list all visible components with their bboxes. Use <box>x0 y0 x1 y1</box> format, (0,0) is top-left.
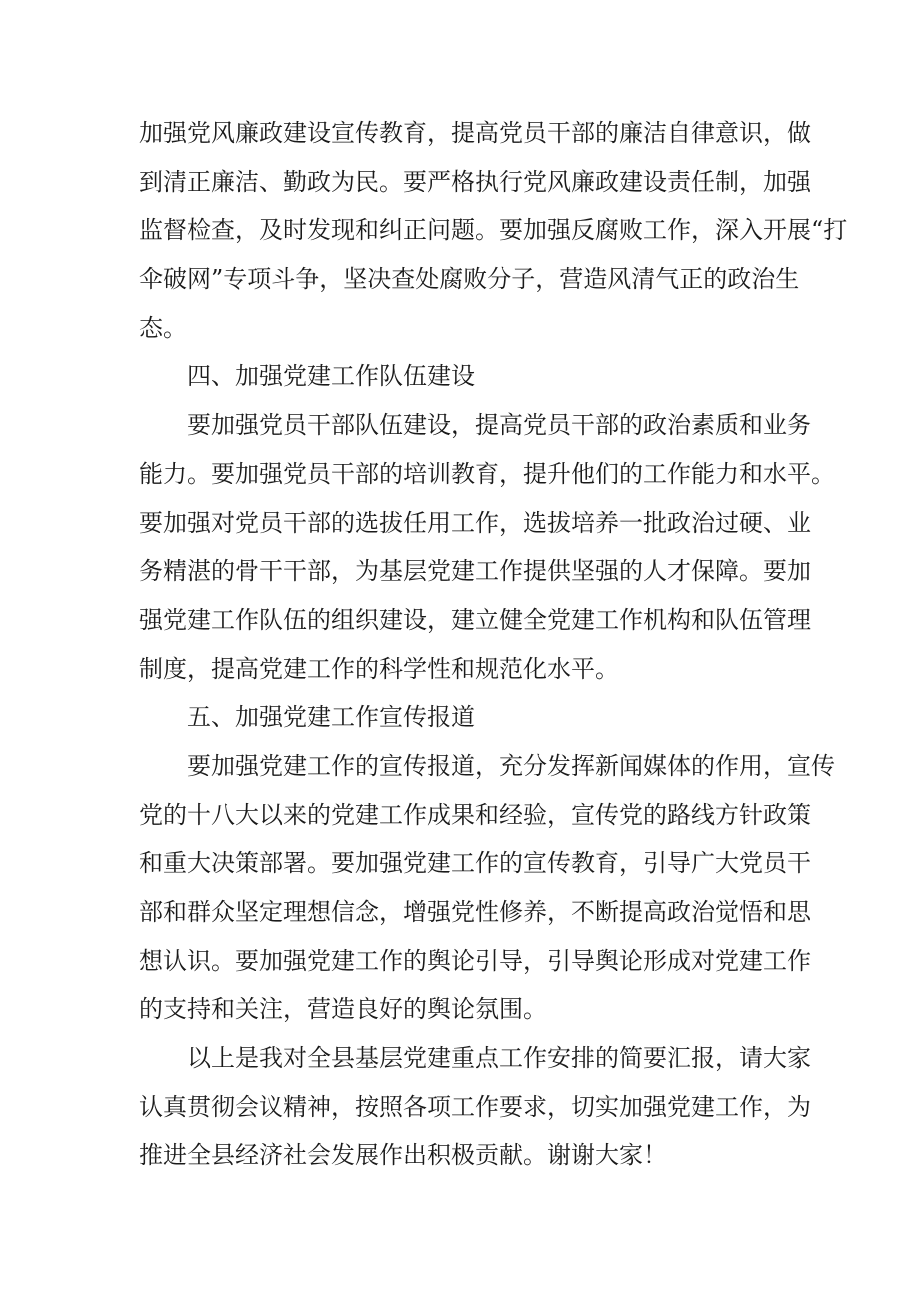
paragraph-2-line-4: 务精湛的骨干干部，为基层党建工作提供坚强的人才保障。要加 <box>139 557 811 586</box>
paragraph-3-line-1: 要加强党建工作的宣传报道，充分发挥新闻媒体的作用，宣传 <box>187 751 835 780</box>
section-heading-5: 五、加强党建工作宣传报道 <box>187 703 475 732</box>
paragraph-1-line-4: 伞破网”专项斗争，坚决查处腐败分子，营造风清气正的政治生 <box>139 265 800 294</box>
paragraph-3-line-3: 和重大决策部署。要加强党建工作的宣传教育，引导广大党员干 <box>139 849 811 878</box>
paragraph-1-line-5: 态。 <box>139 313 187 342</box>
paragraph-1-line-3: 监督检查，及时发现和纠正问题。要加强反腐败工作，深入开展“打 <box>139 216 848 245</box>
paragraph-3-line-5: 想认识。要加强党建工作的舆论引导，引导舆论形成对党建工作 <box>139 946 811 975</box>
paragraph-2-line-2: 能力。要加强党员干部的培训教育，提升他们的工作能力和水平。 <box>139 459 835 488</box>
paragraph-3-line-4: 部和群众坚定理想信念，增强党性修养，不断提高政治觉悟和思 <box>139 898 811 926</box>
paragraph-2-line-6: 制度，提高党建工作的科学性和规范化水平。 <box>139 654 619 683</box>
paragraph-1-line-2: 到清正廉洁、勤政为民。要严格执行党风廉政建设责任制，加强 <box>139 167 811 196</box>
document-body <box>139 109 848 1180</box>
paragraph-2-line-3: 要加强对党员干部的选拔任用工作，选拔培养一批政治过硬、业 <box>139 508 811 537</box>
section-heading-4: 四、加强党建工作队伍建设 <box>187 362 475 391</box>
paragraph-2-line-1: 要加强党员干部队伍建设，提高党员干部的政治素质和业务 <box>187 411 811 440</box>
paragraph-1-line-1: 加强党风廉政建设宣传教育，提高党员干部的廉洁自律意识，做 <box>139 119 811 147</box>
paragraph-3-line-6: 的支持和关注，营造良好的舆论氛围。 <box>139 995 547 1024</box>
closing-paragraph-line-3: 推进全县经济社会发展作出积极贡献。谢谢大家！ <box>139 1141 667 1170</box>
closing-paragraph-line-2: 认真贯彻会议精神，按照各项工作要求，切实加强党建工作，为 <box>139 1092 811 1121</box>
paragraph-3-line-2: 党的十八大以来的党建工作成果和经验，宣传党的路线方针政策 <box>139 800 811 829</box>
closing-paragraph-line-1: 以上是我对全县基层党建重点工作安排的简要汇报，请大家 <box>187 1044 811 1073</box>
paragraph-2-line-5: 强党建工作队伍的组织建设，建立健全党建工作机构和队伍管理 <box>139 605 811 634</box>
